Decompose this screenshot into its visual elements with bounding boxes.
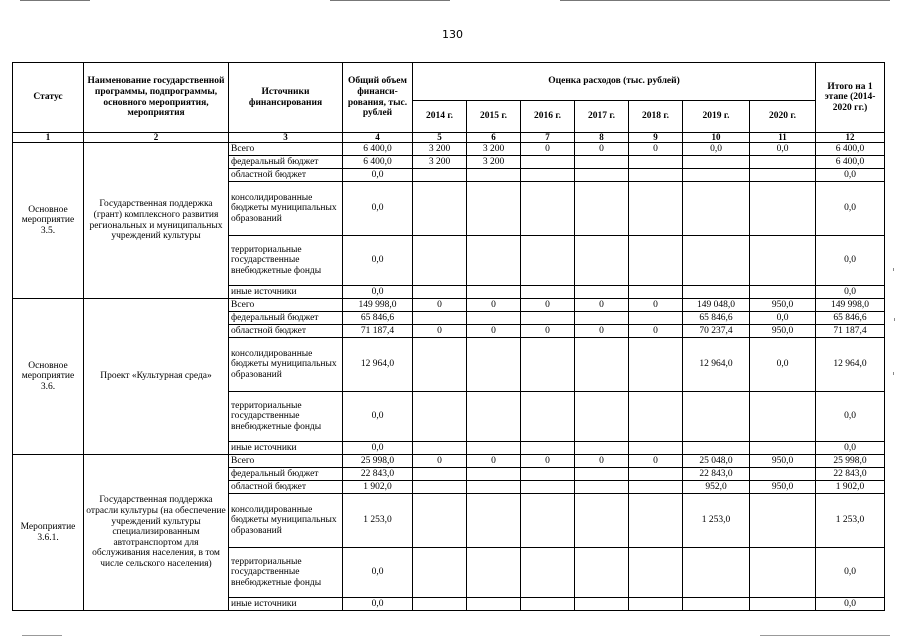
value-cell-total: 12 964,0	[343, 338, 413, 392]
value-cell-y2016: 0	[521, 455, 575, 468]
value-cell-y2020	[750, 182, 816, 236]
value-cell-y2014	[413, 468, 467, 481]
funding-source: консолидированные бюджеты муниципальных образований	[229, 338, 343, 392]
value-cell-stage: 65 846,6	[816, 312, 885, 325]
header-year: 2014 г.	[413, 101, 467, 133]
value-cell-y2017	[575, 236, 629, 286]
value-cell-y2020	[750, 548, 816, 598]
value-cell-stage: 149 998,0	[816, 299, 885, 312]
top-scan-rule	[330, 0, 450, 1]
value-cell-y2019	[683, 598, 750, 611]
value-cell-y2016	[521, 156, 575, 169]
page-number: 130	[442, 28, 463, 41]
value-cell-y2019	[683, 392, 750, 442]
value-cell-y2015	[467, 494, 521, 548]
value-cell-y2014	[413, 169, 467, 182]
value-cell-y2015	[467, 481, 521, 494]
column-number: 7	[521, 133, 575, 143]
top-scan-rule	[20, 0, 90, 1]
value-cell-y2014	[413, 182, 467, 236]
column-number: 4	[343, 133, 413, 143]
value-cell-y2015: 0	[467, 455, 521, 468]
funding-source: федеральный бюджет	[229, 156, 343, 169]
value-cell-y2014	[413, 236, 467, 286]
value-cell-y2017	[575, 442, 629, 455]
value-cell-y2018	[629, 468, 683, 481]
value-cell-y2014: 3 200	[413, 143, 467, 156]
header-year: 2017 г.	[575, 101, 629, 133]
value-cell-stage: 0,0	[816, 392, 885, 442]
value-cell-y2016	[521, 286, 575, 299]
header-year: 2020 г.	[750, 101, 816, 133]
value-cell-y2015	[467, 548, 521, 598]
value-cell-y2020	[750, 598, 816, 611]
header-estimate: Оценка расходов (тыс. рублей)	[413, 63, 816, 101]
value-cell-y2014: 0	[413, 299, 467, 312]
value-cell-y2018	[629, 286, 683, 299]
value-cell-y2020: 0,0	[750, 143, 816, 156]
value-cell-total: 6 400,0	[343, 143, 413, 156]
funding-source: территориальные государственные внебюджетные фонды	[229, 236, 343, 286]
column-number: 11	[750, 133, 816, 143]
value-cell-y2016	[521, 338, 575, 392]
value-cell-y2020: 0,0	[750, 312, 816, 325]
value-cell-y2018: 0	[629, 325, 683, 338]
value-cell-y2018	[629, 338, 683, 392]
value-cell-y2019: 65 846,6	[683, 312, 750, 325]
value-cell-stage: 22 843,0	[816, 468, 885, 481]
value-cell-y2015: 0	[467, 325, 521, 338]
value-cell-y2018	[629, 442, 683, 455]
value-cell-y2018	[629, 169, 683, 182]
funding-source: федеральный бюджет	[229, 312, 343, 325]
value-cell-y2018	[629, 494, 683, 548]
value-cell-y2019	[683, 548, 750, 598]
column-number-row	[13, 133, 885, 143]
value-cell-y2019	[683, 169, 750, 182]
column-number: 10	[683, 133, 750, 143]
value-cell-stage: 0,0	[816, 598, 885, 611]
row-status: Мероприятие 3.6.1.	[13, 455, 84, 611]
value-cell-y2017	[575, 598, 629, 611]
value-cell-y2019: 22 843,0	[683, 468, 750, 481]
value-cell-y2015	[467, 286, 521, 299]
value-cell-stage: 71 187,4	[816, 325, 885, 338]
value-cell-stage: 25 998,0	[816, 455, 885, 468]
value-cell-stage: 6 400,0	[816, 143, 885, 156]
value-cell-y2018	[629, 312, 683, 325]
funding-source: консолидированные бюджеты муниципальных образований	[229, 494, 343, 548]
top-scan-rule	[560, 0, 890, 1]
value-cell-y2016	[521, 598, 575, 611]
value-cell-stage: 0,0	[816, 442, 885, 455]
value-cell-y2019	[683, 442, 750, 455]
funding-source: иные источники	[229, 286, 343, 299]
funding-source: Всего	[229, 299, 343, 312]
value-cell-y2014	[413, 481, 467, 494]
table-body	[13, 143, 885, 611]
value-cell-stage: 1 902,0	[816, 481, 885, 494]
value-cell-stage: 1 253,0	[816, 494, 885, 548]
value-cell-total: 0,0	[343, 598, 413, 611]
value-cell-y2017	[575, 494, 629, 548]
column-number: 9	[629, 133, 683, 143]
header-sources: Источники финансирования	[229, 63, 343, 133]
value-cell-y2020	[750, 494, 816, 548]
value-cell-total: 25 998,0	[343, 455, 413, 468]
value-cell-y2017	[575, 548, 629, 598]
bottom-scan-rule	[22, 635, 62, 636]
header-status: Статус	[13, 63, 84, 133]
budget-table	[12, 62, 885, 611]
funding-source: областной бюджет	[229, 325, 343, 338]
header-total-volume: Общий объем финанси-рования, тыс. рублей	[343, 63, 413, 133]
value-cell-total: 1 902,0	[343, 481, 413, 494]
funding-source: консолидированные бюджеты муниципальных образований	[229, 182, 343, 236]
value-cell-y2017: 0	[575, 299, 629, 312]
value-cell-y2019	[683, 182, 750, 236]
value-cell-stage: 0,0	[816, 169, 885, 182]
value-cell-y2017	[575, 312, 629, 325]
value-cell-y2014: 0	[413, 455, 467, 468]
funding-source: территориальные государственные внебюджетные фонды	[229, 392, 343, 442]
value-cell-total: 22 843,0	[343, 468, 413, 481]
value-cell-y2018: 0	[629, 143, 683, 156]
value-cell-y2014	[413, 548, 467, 598]
value-cell-y2015	[467, 468, 521, 481]
value-cell-total: 0,0	[343, 442, 413, 455]
value-cell-y2017	[575, 392, 629, 442]
value-cell-y2016	[521, 442, 575, 455]
table-row	[13, 455, 885, 468]
header-year: 2018 г.	[629, 101, 683, 133]
value-cell-y2015: 3 200	[467, 156, 521, 169]
value-cell-y2019: 0,0	[683, 143, 750, 156]
funding-source: областной бюджет	[229, 169, 343, 182]
value-cell-y2018	[629, 392, 683, 442]
value-cell-y2020	[750, 442, 816, 455]
column-number: 8	[575, 133, 629, 143]
value-cell-y2017	[575, 156, 629, 169]
header-year: 2016 г.	[521, 101, 575, 133]
value-cell-stage: 12 964,0	[816, 338, 885, 392]
column-number: 1	[13, 133, 84, 143]
scan-speck	[894, 318, 895, 321]
value-cell-y2019: 1 253,0	[683, 494, 750, 548]
value-cell-total: 71 187,4	[343, 325, 413, 338]
value-cell-y2020: 0,0	[750, 338, 816, 392]
value-cell-y2017	[575, 468, 629, 481]
value-cell-y2018	[629, 182, 683, 236]
funding-source: федеральный бюджет	[229, 468, 343, 481]
value-cell-y2016	[521, 169, 575, 182]
value-cell-total: 0,0	[343, 169, 413, 182]
scan-speck	[893, 268, 894, 271]
value-cell-y2017	[575, 182, 629, 236]
funding-source: областной бюджет	[229, 481, 343, 494]
value-cell-y2018	[629, 156, 683, 169]
funding-source: Всего	[229, 143, 343, 156]
value-cell-y2015	[467, 598, 521, 611]
value-cell-y2019	[683, 156, 750, 169]
value-cell-y2020	[750, 236, 816, 286]
value-cell-y2017: 0	[575, 455, 629, 468]
value-cell-y2018	[629, 548, 683, 598]
column-number: 6	[467, 133, 521, 143]
value-cell-total: 0,0	[343, 182, 413, 236]
value-cell-y2014: 3 200	[413, 156, 467, 169]
value-cell-y2018	[629, 481, 683, 494]
value-cell-y2016	[521, 236, 575, 286]
header-year: 2015 г.	[467, 101, 521, 133]
value-cell-y2017	[575, 286, 629, 299]
value-cell-y2016	[521, 182, 575, 236]
value-cell-stage: 0,0	[816, 236, 885, 286]
value-cell-y2016	[521, 392, 575, 442]
table-row	[13, 143, 885, 156]
value-cell-y2018	[629, 236, 683, 286]
value-cell-stage: 6 400,0	[816, 156, 885, 169]
value-cell-y2019: 952,0	[683, 481, 750, 494]
value-cell-y2020	[750, 286, 816, 299]
value-cell-y2014	[413, 494, 467, 548]
value-cell-y2016: 0	[521, 299, 575, 312]
value-cell-y2017	[575, 169, 629, 182]
value-cell-total: 149 998,0	[343, 299, 413, 312]
funding-source: территориальные государственные внебюджетные фонды	[229, 548, 343, 598]
funding-source: Всего	[229, 455, 343, 468]
value-cell-y2014	[413, 392, 467, 442]
value-cell-y2017	[575, 338, 629, 392]
value-cell-y2015	[467, 312, 521, 325]
value-cell-total: 0,0	[343, 286, 413, 299]
value-cell-y2017: 0	[575, 143, 629, 156]
value-cell-total: 0,0	[343, 392, 413, 442]
value-cell-stage: 0,0	[816, 182, 885, 236]
value-cell-y2014	[413, 286, 467, 299]
bottom-scan-rule	[760, 635, 890, 636]
value-cell-y2014: 0	[413, 325, 467, 338]
value-cell-y2014	[413, 442, 467, 455]
column-number: 12	[816, 133, 885, 143]
row-status: Основное мероприятие 3.5.	[13, 143, 84, 299]
value-cell-y2018: 0	[629, 299, 683, 312]
value-cell-y2015	[467, 236, 521, 286]
value-cell-y2015	[467, 442, 521, 455]
value-cell-y2020: 950,0	[750, 299, 816, 312]
header-name: Наименование государственной программы, подпрограммы, основного мероприятия, мероприятия	[84, 63, 229, 133]
funding-source: иные источники	[229, 442, 343, 455]
value-cell-y2015	[467, 338, 521, 392]
value-cell-y2020	[750, 156, 816, 169]
value-cell-y2018	[629, 598, 683, 611]
value-cell-y2017	[575, 481, 629, 494]
row-measure-name: Проект «Культурная среда»	[84, 299, 229, 455]
value-cell-y2016	[521, 312, 575, 325]
value-cell-total: 0,0	[343, 548, 413, 598]
value-cell-total: 0,0	[343, 236, 413, 286]
value-cell-y2014	[413, 598, 467, 611]
row-measure-name: Государственная поддержка отрасли культуры (на обеспечение учреждений культуры специализированным автотранспортом для обслуживания населения, в том числе сельского населения)	[84, 455, 229, 611]
value-cell-stage: 0,0	[816, 548, 885, 598]
value-cell-y2016: 0	[521, 325, 575, 338]
value-cell-y2019	[683, 286, 750, 299]
value-cell-y2020	[750, 392, 816, 442]
value-cell-y2019: 25 048,0	[683, 455, 750, 468]
value-cell-y2019: 149 048,0	[683, 299, 750, 312]
row-status: Основное мероприятие 3.6.	[13, 299, 84, 455]
value-cell-total: 6 400,0	[343, 156, 413, 169]
value-cell-stage: 0,0	[816, 286, 885, 299]
value-cell-y2015	[467, 392, 521, 442]
value-cell-total: 65 846,6	[343, 312, 413, 325]
value-cell-y2019	[683, 236, 750, 286]
value-cell-y2014	[413, 338, 467, 392]
value-cell-total: 1 253,0	[343, 494, 413, 548]
value-cell-y2016	[521, 548, 575, 598]
header-year: 2019 г.	[683, 101, 750, 133]
value-cell-y2014	[413, 312, 467, 325]
value-cell-y2020	[750, 468, 816, 481]
value-cell-y2016	[521, 494, 575, 548]
value-cell-y2015	[467, 182, 521, 236]
value-cell-y2015: 0	[467, 299, 521, 312]
value-cell-y2019: 12 964,0	[683, 338, 750, 392]
column-number: 5	[413, 133, 467, 143]
value-cell-y2020: 950,0	[750, 455, 816, 468]
value-cell-y2016	[521, 468, 575, 481]
value-cell-y2020	[750, 169, 816, 182]
header-stage-total: Итого на 1 этапе (2014-2020 гг.)	[816, 63, 885, 133]
value-cell-y2016: 0	[521, 143, 575, 156]
value-cell-y2019: 70 237,4	[683, 325, 750, 338]
value-cell-y2015	[467, 169, 521, 182]
value-cell-y2020: 950,0	[750, 481, 816, 494]
value-cell-y2020: 950,0	[750, 325, 816, 338]
value-cell-y2015: 3 200	[467, 143, 521, 156]
column-number: 2	[84, 133, 229, 143]
value-cell-y2016	[521, 481, 575, 494]
funding-source: иные источники	[229, 598, 343, 611]
value-cell-y2018: 0	[629, 455, 683, 468]
column-number: 3	[229, 133, 343, 143]
row-measure-name: Государственная поддержка (грант) комплексного развития региональных и муниципальных учреждений культуры	[84, 143, 229, 299]
scan-speck	[893, 372, 894, 375]
table-row	[13, 299, 885, 312]
value-cell-y2017: 0	[575, 325, 629, 338]
